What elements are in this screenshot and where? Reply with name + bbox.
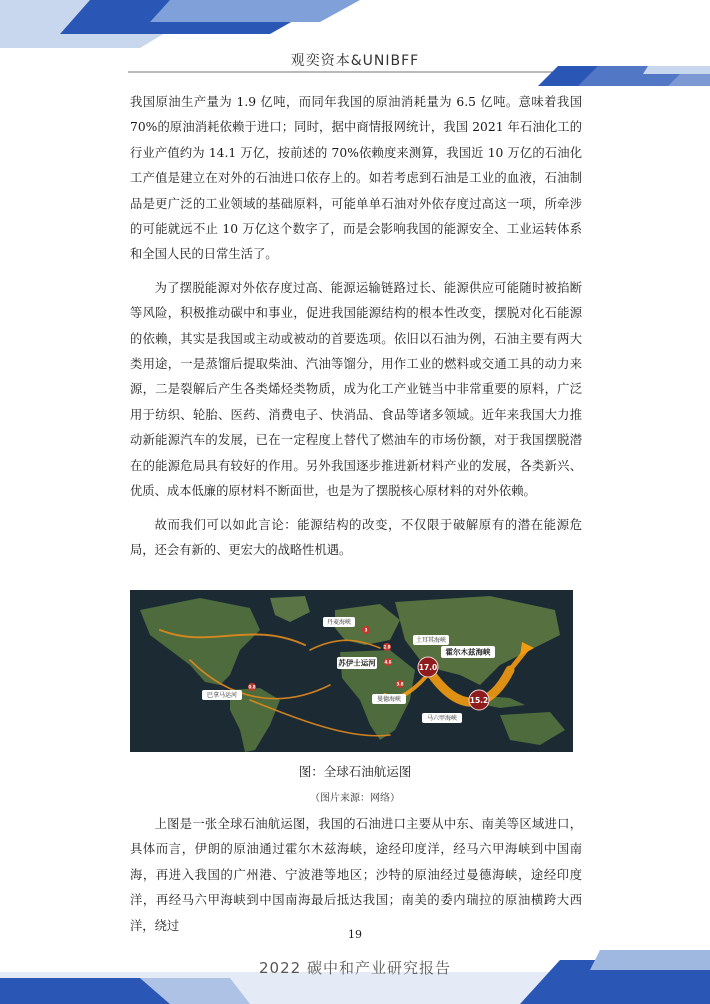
label-danish: [323, 617, 355, 627]
footer-title: 2022 碳中和产业研究报告: [259, 959, 451, 977]
chokepoint-turkish: [383, 643, 391, 651]
body-text-after: [130, 812, 582, 939]
figure-caption: 图：全球石油航运图: [298, 764, 412, 779]
greenland-shape: [270, 596, 310, 622]
paragraph-1: 我国原油生产量为 1.9 亿吨，而同年我国的原油消耗量为 6.5 亿吨。意味着我国 70%的原油消耗依赖于进口；同时，据中商情报网统计，我国 2021 年石油化工的行业产值约为 14.1 万亿，按前述的 70%依赖度来测算，我国近 10 万亿的石油化工产值是建立在对外的石油进口依存上的。如若考虑到石油是工业的血液，石油制品是更广泛的工业领域的基础原料，可能单单石油对外依存度过高这一项，所牵涉的可能就远不止 10 万亿这个数字了，而是会影响我国的能源安全、工业运转体系和全国人民的日常生活了。: [130, 95, 582, 262]
north-america-shape: [140, 598, 260, 685]
chokepoint-panama: [248, 683, 256, 691]
hormuz-bubble: [418, 657, 438, 677]
svg-text:3.8: 3.8: [396, 681, 404, 687]
svg-text:3: 3: [364, 627, 368, 633]
label-hormuz: [441, 646, 495, 658]
chokepoint-danish: [362, 626, 370, 634]
label-suez: [337, 657, 377, 669]
malacca-bubble: [469, 690, 489, 710]
oil-shipping-map: [130, 590, 573, 752]
svg-text:巴拿马运河: 巴拿马运河: [206, 692, 238, 699]
svg-text:曼德海峡: 曼德海峡: [376, 696, 402, 703]
label-malacca: [422, 713, 462, 723]
svg-text:丹麦海峡: 丹麦海峡: [326, 619, 352, 626]
chokepoint-suez: [384, 658, 392, 666]
paragraph-3: 故而我们可以如此言论：能源结构的改变，不仅限于破解原有的潜在能源危局，还会有新的、更宏大的战略性机遇。: [130, 517, 582, 557]
svg-text:17.0: 17.0: [418, 663, 438, 672]
header-divider: [128, 62, 710, 86]
body-text: [130, 90, 582, 563]
label-turkish: [413, 635, 449, 645]
paragraph-2: 为了摆脱能源对外依存度过高、能源运输链路过长、能源供应可能随时被掐断等风险，积极推动碳中和事业，促进我国能源结构的根本性改变，摆脱对化石能源的依赖，其实是我国或主动或被动的首要选项。依旧以石油为例，石油主要有两大类用途，一是蒸馏后提取柴油、汽油等馏分，用作工业的燃料或交通工具的动力来源，二是裂解后产生各类烯烃类物质，成为化工产业链当中非常重要的原料，广泛用于纺织、轮胎、医药、消费电子、快消品、食品等诸多领域。近年来我国大力推动新能源汽车的发展，已在一定程度上替代了燃油车的市场份额，对于我国摆脱潜在的能源危局具有较好的作用。另外我国逐步推进新材料产业的发展，各类新兴、优质、成本低廉的原材料不断面世，也是为了摆脱核心原材料的对外依赖。: [130, 280, 582, 499]
svg-text:15.2: 15.2: [469, 696, 489, 705]
paragraph-4: 上图是一张全球石油航运图，我国的石油进口主要从中东、南美等区域进口，具体而言，伊朗的原油通过霍尔木兹海峡，途经印度洋，经马六甲海峡到中国南海，再进入我国的广州港、宁波港等地区；沙特的原油经过曼德海峡，途经印度洋，再经马六甲海峡到中国南海最后抵达我国；南美的委内瑞拉的原油横跨大西洋，绕过: [130, 817, 582, 933]
chokepoint-mandeb: [396, 680, 404, 688]
page-number: 19: [348, 928, 362, 941]
figure-source: （图片来源：网络）: [310, 793, 400, 804]
label-panama: [202, 690, 242, 700]
svg-text:0.8: 0.8: [248, 684, 256, 690]
svg-text:马六甲海峡: 马六甲海峡: [426, 715, 458, 722]
australia-shape: [500, 712, 565, 745]
svg-text:霍尔木兹海峡: 霍尔木兹海峡: [445, 647, 491, 657]
svg-text:土耳其海峡: 土耳其海峡: [415, 637, 447, 644]
header-title: 观奕资本&UNIBFF: [290, 53, 420, 69]
label-mandeb: [372, 694, 406, 704]
svg-text:4.6: 4.6: [384, 659, 392, 665]
corner-decoration: [0, 0, 360, 48]
svg-text:苏伊士运河: 苏伊士运河: [338, 658, 376, 668]
svg-text:2.9: 2.9: [383, 644, 391, 650]
